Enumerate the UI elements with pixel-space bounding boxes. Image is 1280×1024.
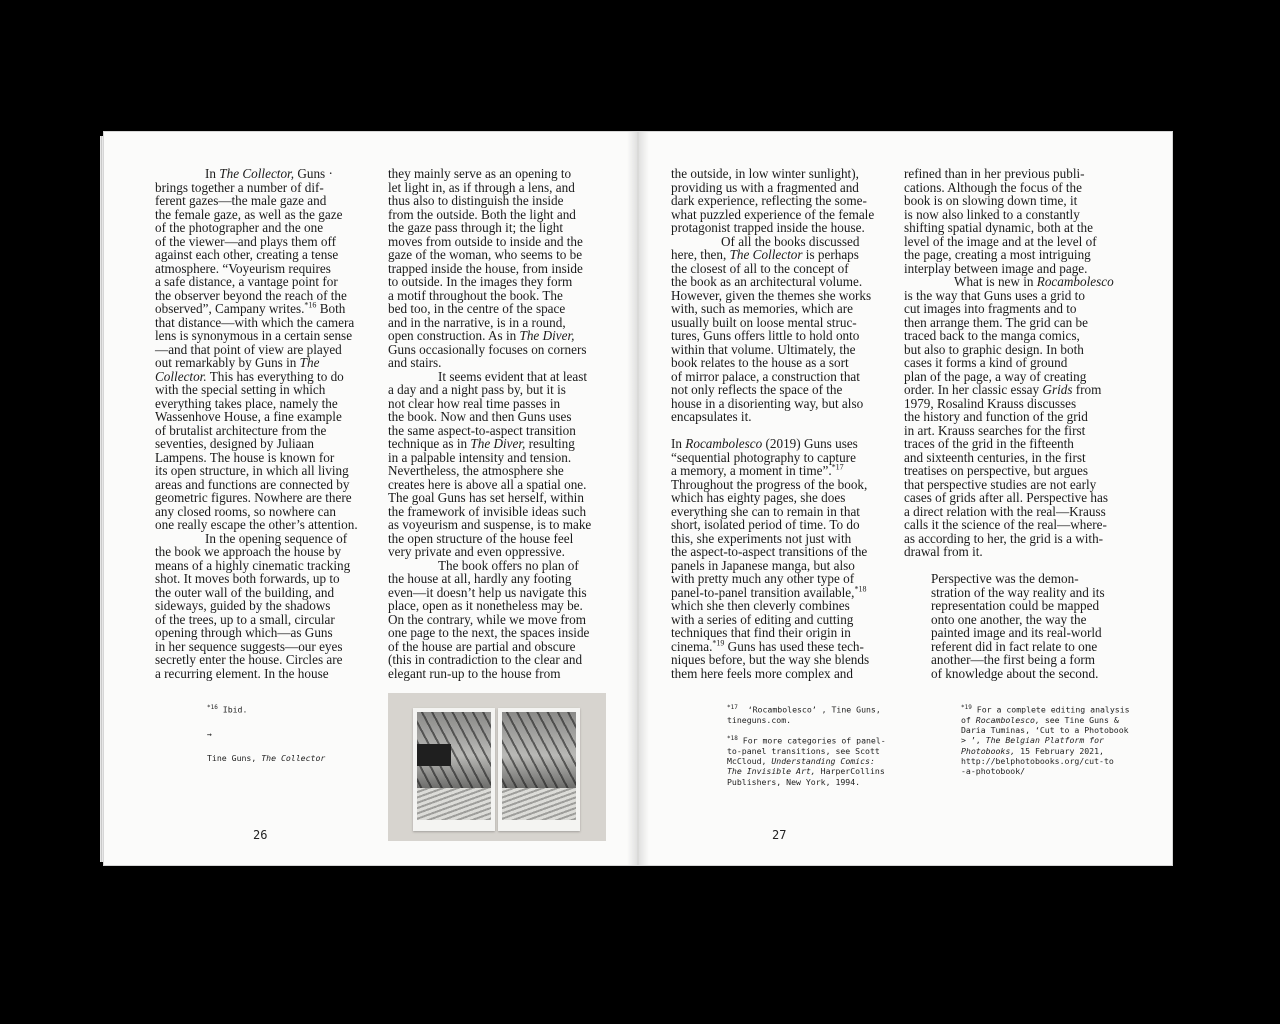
body-paragraph: a day and a night pass by, but it is not clear how real time passes in the book. Now and then Guns uses the same aspect-to-aspect transition technique as in The Diver, resulting in a palpable intensity and tension. Nevertheless, the atmosphere she creates here is above all a spatial one. The goal Guns has set herself, within the framework of invisible ideas such as voyeurism and suspense, is to make the open structure of the house feel very private and even oppressive.	[388, 382, 592, 559]
body-paragraph: here, then, The Collector is perhaps the closest of all to the concept of the book as an architectural volume. However, given the themes she works with, such as memories, which are usually built on loose mental struc- tures, Guns offers little to hold onto within that volume. Ultimately, the book relates to the house as a sort of mirror palace, a construction that not only reflects the space of the house in a disorienting way, but also encapsulates it.	[671, 247, 872, 424]
left-page-column-1	[155, 167, 377, 680]
body-paragraph: is the way that Guns uses a grid to cut images into fragments and to then arrange them. The grid can be traced back to the manga comics, but also to graphic design. In both cases it forms a kind of ground plan of the page, a way of creating order. In her classic essay Grids from 1979, Rosalind Krauss discusses the history and function of the grid in art. Krauss searches for the first traces of the grid in the fifteenth and sixteenth centuries, in the first treatises on perspective, but argues that perspective studies are not early cases of grids after all. Perspective has a direct relation with the real—Krauss calls it the science of the real—where- as according to her, the grid is a with- drawal from it.	[904, 287, 1108, 559]
right-page-column-2	[904, 167, 1128, 559]
body-paragraph: What is new in Rocambolesco	[954, 274, 1114, 289]
body-paragraph: In the opening sequence of	[205, 530, 348, 546]
body-paragraph: the book we approach the house by means of a highly cinematic tracking shot. It moves both forwards, up to the outer wall of the building, and sideways, guided by the shadows of the trees, up to a small, circular opening through which—as Guns in her sequence suggests—our eyes secretly enter the house. Circles are a recurring element. In the house	[155, 544, 351, 681]
left-page-column-2	[388, 167, 610, 680]
body-paragraph: they mainly serve as an opening to let light in, as if through a lens, and thus also to distinguish the inside from the outside. Both the light and the gaze pass through it; the light moves from outside to inside and the gaze of the woman, who seems to be trapped inside the house, from inside to outside. In the images they form a motif throughout the book. The bed too, in the centre of the space and in the narrative, is in a round, open construction. As in The Diver, Guns occasionally focuses on corners and stairs.	[388, 166, 587, 370]
body-paragraph: Of all the books discussed	[721, 233, 860, 249]
body-paragraph: refined than in her previous publi- cations. Although the focus of the book is on slowing down time, it is now also linked to a constantly shifting spatial dynamic, both at the level of the image and at the level of the page, creating a most intriguing interplay between image and page.	[904, 166, 1097, 276]
footnote: $^{*19}$ For a complete editing analysis of Rocambolesco, see Tine Guns & Daria Tuminas, ‘Cut to a Photobook > ’, The Belgian Platform for Photobooks, 15 February 2021, http://belphotobooks.org/cut-to -a-photobook/	[961, 704, 1130, 776]
body-paragraph: brings together a number of dif- ferent gazes—the male gaze and the female gaze, as well as the gaze of the photographer and the one of the viewer—and plays them off against each other, creating a tense atmosphere. “Voyeurism requires a safe distance, a vantage point for the observer beyond the reach of the observed”, Campany writes.$^{*16}$ Both that distance—with which the camera lens is synonymous in a certain sense —and that point of view are played out remarkably by Guns in The Collector. This has everything to do with the special setting in which everything takes place, namely the Wassenhove House, a fine example of brutalist architecture from the seventies, designed by Juliaan Lampens. The house is known for its open structure, in which all living areas and functions are connected by geometric figures. Nowhere are there any closed rooms, so nowhere can one really escape the other’s attention.	[155, 179, 358, 532]
footnote: $^{*16}$ Ibid.	[207, 704, 248, 715]
body-paragraph: It seems evident that at least	[438, 368, 588, 384]
footnote: $^{*17}$ ‘Rocambolesco’ , Tine Guns, tineguns.com.	[727, 704, 881, 725]
body-paragraph: The book offers no plan of	[438, 557, 579, 573]
body-paragraph: the outside, in low winter sunlight), providing us with a fragmented and dark experience, reflecting the some- what puzzled experience of the female protagonist trapped inside the house.	[671, 166, 875, 235]
body-paragraph: the house at all, hardly any footing even—it doesn’t help us navigate this place, open as it nonetheless may be. On the contrary, while we move from one page to the next, the spaces inside of the house are partial and obscure (this in contradiction to the clear and elegant run-up to the house from	[388, 571, 590, 681]
page-number-left: 26	[253, 828, 268, 842]
photo-print-right	[498, 708, 580, 831]
page-number-right: 27	[772, 828, 787, 842]
quote-text: Perspective was the demon- stration of the way reality and its representation could be mapped onto one another, the way the painted image and its real-world referent did in fact relate to one another—the first being a form of knowledge about the second.	[931, 571, 1105, 681]
book-gutter	[627, 132, 649, 865]
right-page-footnotes-a	[727, 703, 897, 787]
photo-print-left	[413, 708, 495, 831]
body-paragraph: In The Collector, Guns ·	[205, 166, 333, 181]
photo-spread-image	[388, 693, 606, 841]
footnote: $^{*18}$ For more categories of panel- to-panel transitions, see Scott McCloud, Understanding Comics: The Invisible Art, HarperCollins Publishers, New York, 1994.	[727, 735, 886, 787]
right-page-footnotes-b	[961, 703, 1131, 776]
footnote: →	[207, 728, 212, 739]
block-quote	[931, 572, 1131, 680]
left-page-footnotes	[207, 703, 367, 763]
footnote: Tine Guns, The Collector	[207, 753, 326, 764]
right-page-column-1	[671, 167, 893, 680]
body-paragraph: In Rocambolesco (2019) Guns uses “sequential photography to capture a memory, a moment in time”.$^{*17}$ Throughout the progress of the book, which has eighty pages, she does everything she can to remain in that short, isolated period of time. To do this, she experiments not just with the aspect-to-aspect transitions of the panels in Japanese manga, but also with pretty much any other type of panel-to-panel transition available,$^{*18}$ which she then cleverly combines with a series of editing and cutting techniques that find their origin in cinema.$^{*19}$ Guns has used these tech- niques before, but the way she blends them here feels more complex and	[671, 436, 870, 681]
